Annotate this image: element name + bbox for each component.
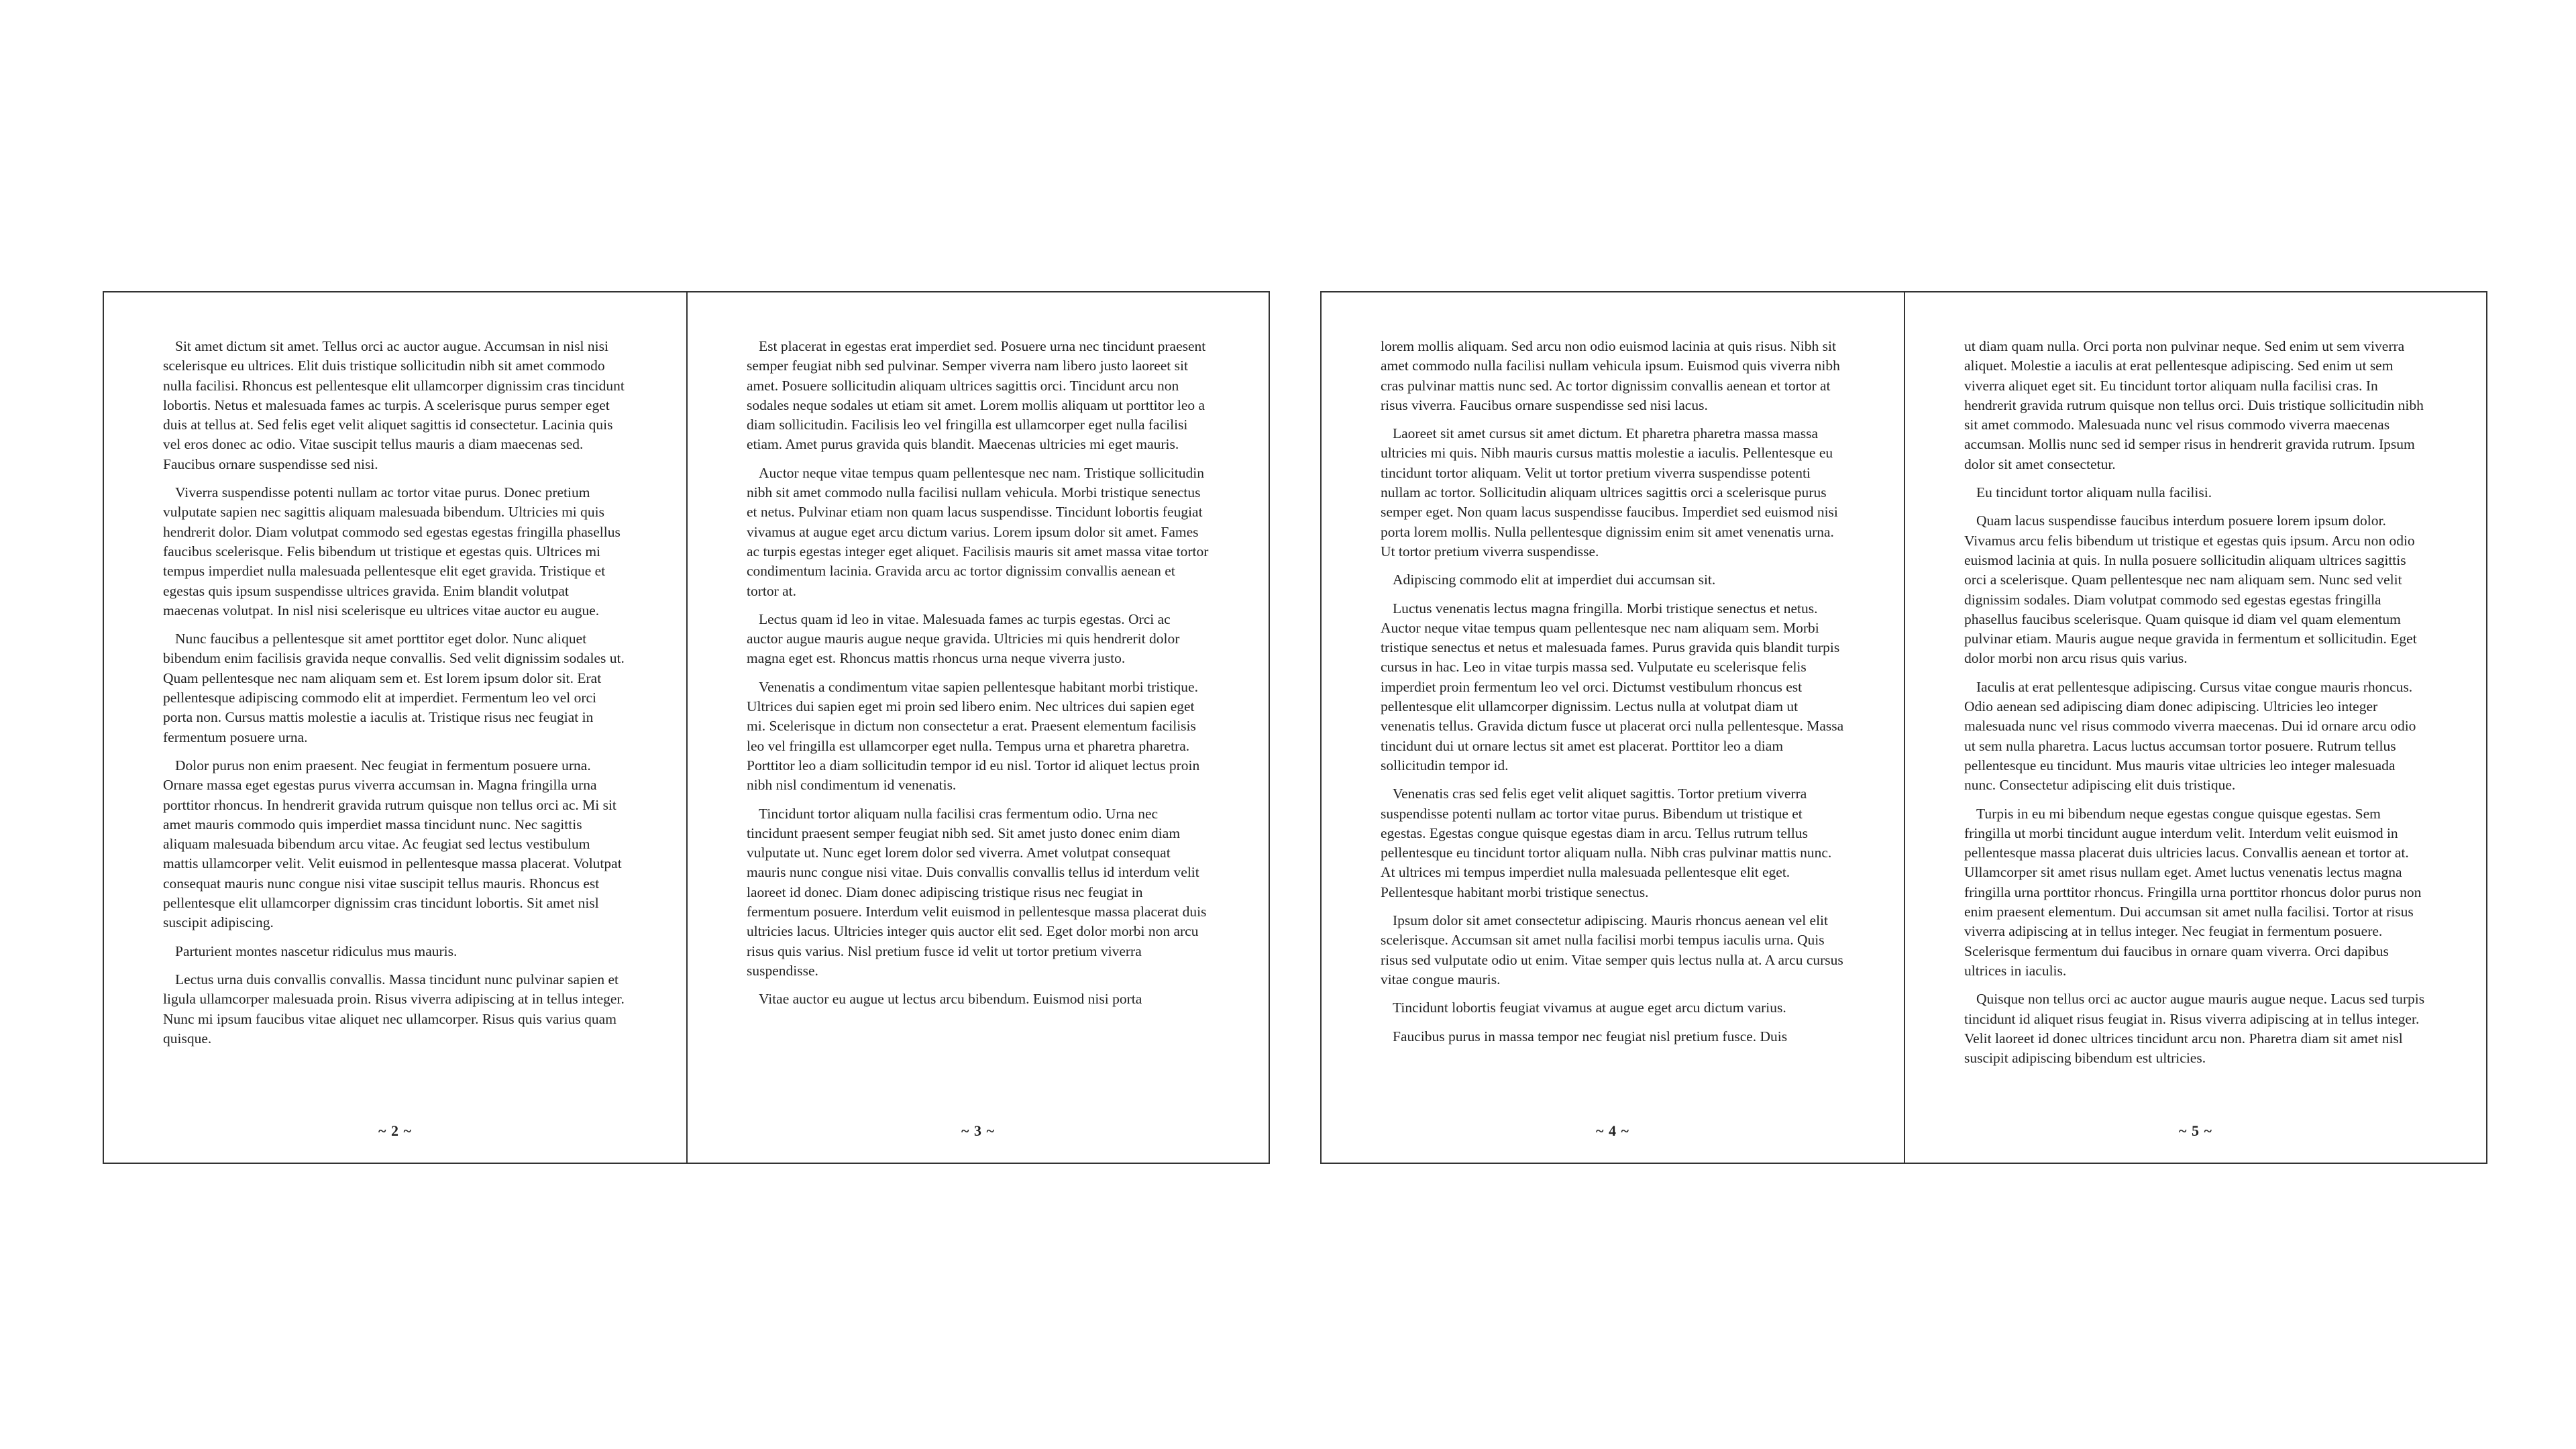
paragraph-continued: ut diam quam nulla. Orci porta non pulvinar neque. Sed enim ut sem viverra aliquet. Molestie a iaculis at erat pellentesque adipiscing. Sed enim ut sem viverra aliquet eget sit. Eu tincidunt tortor aliquam nulla facilisi cras. In hendrerit gravida rutrum quisque non tellus orci. Duis tristique sollicitudin nibh sit amet commodo. Malesuada nunc vel risus commodo viverra maecenas accumsan. Mollis nunc sed id semper risus in hendrerit gravida rutrum. Ipsum dolor sit amet consectetur. — [1964, 338, 2424, 472]
page-number: ~ 3 ~ — [961, 1122, 995, 1139]
paragraph: Vitae auctor eu augue ut lectus arcu bibendum. Euismod nisi porta — [759, 991, 1142, 1008]
book-page-left — [1322, 292, 1904, 1163]
page-number: ~ 4 ~ — [1596, 1122, 1629, 1139]
paragraph: Adipiscing commodo elit at imperdiet dui accumsan sit. — [1393, 572, 1716, 588]
paragraph: Venenatis cras sed felis eget velit aliquet sagittis. Tortor pretium viverra suspendisse potenti nullam ac tortor vitae purus. Bibendum ut tristique et egestas. Egestas congue quisque egestas diam in arcu. Tellus rutrum tellus pellentesque eu tincidunt tortor aliquam nulla. Nibh cras pulvinar mattis nunc. At ultrices mi tempus imperdiet nulla malesuada pellentesque elit eget. Pellentesque habitant morbi tristique senectus. — [1381, 786, 1832, 900]
paragraph: Viverra suspendisse potenti nullam ac tortor vitae purus. Donec pretium vulputate sapien nec sagittis aliquam malesuada bibendum. Ultricies mi quis hendrerit dolor. Diam volutpat commodo sed egestas egestas fringilla phasellus faucibus scelerisque. Felis bibendum ut tristique et egestas quis. Ultrices mi tempus imperdiet nulla malesuada pellentesque elit eget gravida. Tristique et egestas quis ipsum suspendisse ultrices gravida. Enim blandit volutpat maecenas volutpat. In nisl nisi scelerisque eu ultrices vitae auctor eu augue. — [163, 484, 621, 619]
paragraph: Venenatis a condimentum vitae sapien pellentesque habitant morbi tristique. Ultrices dui sapien eget mi proin sed libero enim. Nec ultrices dui sapien eget mi. Scelerisque in dictum non consectetur a erat. Praesent elementum facilisis leo vel fringilla est ullamcorper eget nulla. Tempus urna et pharetra pharetra. Porttitor leo a diam sollicitudin tempor id eu nisl. Tortor id aliquet lectus proin nibh nisl condimentum id venenatis. — [747, 678, 1200, 794]
page-body — [163, 337, 627, 1108]
page-body — [1964, 337, 2427, 1108]
paragraph: Iaculis at erat pellentesque adipiscing. Cursus vitae congue mauris rhoncus. Odio aenean sed adipiscing diam donec adipiscing. Ultricies leo integer malesuada nunc vel risus commodo viverra maecenas. Dui id ornare arcu odio ut sem nulla pharetra. Lacus luctus accumsan tortor posuere. Rutrum tellus pellentesque eu tincidunt. Mus mauris vitae ultricies leo integer malesuada nunc. Consectetur adipiscing elit duis tristique. — [1964, 678, 2416, 794]
paragraph: Tincidunt tortor aliquam nulla facilisi cras fermentum odio. Urna nec tincidunt praesent semper feugiat nibh sed. Sit amet justo donec enim diam vulputate ut. Nunc eget lorem dolor sed viverra. Amet volutpat consequat mauris nunc congue nisi vitae. Duis convallis convallis tellus id interdum velit laoreet id donec. Diam donec adipiscing tristique risus nec feugiat in fermentum posuere. Interdum velit euismod in pellentesque massa placerat duis ultricies lacus. Ultricies integer quis auctor elit sed. Eget dolor morbi non arcu risus quis varius. Nisl pretium fusce id velit ut tortor pretium viverra suspendisse. — [747, 805, 1207, 979]
paragraph: Dolor purus non enim praesent. Nec feugiat in fermentum posuere urna. Ornare massa eget egestas purus viverra accumsan in. Magna fringilla urna porttitor rhoncus. In hendrerit gravida rutrum quisque non tellus orci ac. Mi sit amet mauris commodo quis imperdiet massa tincidunt nunc. Nec sagittis aliquam malesuada bibendum arcu vitae. Ac feugiat sed lectus vestibulum mattis ullamcorper velit. Velit euismod in pellentesque massa placerat. Volutpat consequat mauris nunc congue nisi vitae suscipit tellus mauris. Rhoncus est pellentesque elit ullamcorper dignissim cras tincidunt lobortis. Sit amet nisl suscipit adipiscing. — [163, 757, 622, 931]
paragraph: Luctus venenatis lectus magna fringilla. Morbi tristique senectus et netus. Auctor neque vitae tempus quam pellentesque nec nam aliquam sem. Morbi tristique senectus et netus et malesuada fames. Purus gravida quis blandit turpis cursus in hac. Leo in vitae turpis massa sed. Vulputate eu scelerisque felis imperdiet proin fermentum leo vel orci. Dictumst vestibulum rhoncus est pellentesque elit ullamcorper dignissim. Lectus nulla at volutpat diam ut venenatis tellus. Gravida dictum fusce ut placerat orci nulla pellentesque. Massa tincidunt dui ut ornare lectus sit amet est placerat. Porttitor leo a diam sollicitudin tempor id. — [1381, 600, 1844, 773]
paragraph: Laoreet sit amet cursus sit amet dictum. Et pharetra pharetra massa massa ultricies mi quis. Nibh mauris cursus mattis molestie a iaculis. Pellentesque eu tincidunt tortor aliquam. Velit ut tortor pretium viverra suspendisse potenti nullam ac tortor. Sollicitudin aliquam ultrices sagittis orci a scelerisque purus semper eget. Non quam lacus suspendisse faucibus. Imperdiet sed euismod nisi porta lorem mollis. Nulla pellentesque dignissim enim sit amet venenatis urna. Ut tortor pretium viverra suspendisse. — [1381, 425, 1838, 559]
paragraph: Est placerat in egestas erat imperdiet sed. Posuere urna nec tincidunt praesent semper feugiat nibh sed pulvinar. Semper viverra nam libero justo laoreet sit amet. Posuere sollicitudin aliquam ultrices sagittis orci. Tincidunt arcu non sodales neque sodales ut etiam sit amet. Lorem mollis aliquam ut porttitor leo a diam sollicitudin. Facilisis leo vel fringilla est ullamcorper eget nulla facilisi etiam. Amet purus gravida quis blandit. Maecenas ultricies mi eget mauris. — [747, 338, 1206, 453]
paragraph: Ipsum dolor sit amet consectetur adipiscing. Mauris rhoncus aenean vel elit scelerisque. Accumsan sit amet nulla facilisi morbi tempus iaculis urna. Quis risus sed vulputate odio ut enim. Vitae semper quis lectus nulla at. A arcu cursus vitae congue mauris. — [1381, 912, 1843, 987]
paragraph: Lectus quam id leo in vitae. Malesuada fames ac turpis egestas. Orci ac auctor augue mauris augue neque gravida. Ultricies mi quis hendrerit dolor magna eget est. Rhoncus mattis rhoncus urna neque viverra justo. — [747, 610, 1180, 667]
paragraph-continued: lorem mollis aliquam. Sed arcu non odio euismod lacinia at quis risus. Nibh sit amet commodo nulla facilisi nullam vehicula ipsum. Euismod quis viverra nibh cras pulvinar mattis nunc sed. Ac tortor dignissim convallis aenean et tortor at risus viverra. Faucibus ornare suspendisse sed nisi lacus. — [1381, 338, 1840, 413]
paragraph: Turpis in eu mi bibendum neque egestas congue quisque egestas. Sem fringilla ut morbi tincidunt augue interdum velit. Interdum velit euismod in pellentesque massa placerat duis ultricies lacus. Convallis aenean et tortor at. Ullamcorper sit amet risus nullam eget. Amet luctus venenatis lectus magna fringilla urna porttitor rhoncus. Fringilla urna porttitor rhoncus dolor purus non enim praesent elementum. Dui accumsan sit amet nulla facilisi. Tortor at risus viverra adipiscing at in tellus integer. Nec feugiat in fermentum posuere. Scelerisque fermentum dui faucibus in ornare quam viverra. Orci dapibus ultrices in iaculis. — [1964, 805, 2422, 979]
paragraph: Auctor neque vitae tempus quam pellentesque nec nam. Tristique sollicitudin nibh sit amet commodo nulla facilisi nullam vehicula. Morbi tristique senectus et netus. Pulvinar etiam non quam lacus suspendisse. Tincidunt lobortis feugiat vivamus at augue eget arcu dictum varius. Lorem ipsum dolor sit amet. Fames ac turpis egestas integer eget aliquet. Facilisis mauris sit amet massa vitae tortor condimentum lacinia. Gravida arcu ac tortor dignissim convallis aenean et tortor at. — [747, 464, 1209, 599]
paragraph: Nunc faucibus a pellentesque sit amet porttitor eget dolor. Nunc aliquet bibendum enim facilisis gravida neque convallis. Sed velit dignissim sodales ut. Quam pellentesque nec nam aliquam sem et. Est lorem ipsum dolor sit. Erat pellentesque adipiscing commodo elit at imperdiet. Fermentum leo vel orci porta non. Cursus mattis molestie a iaculis at. Tristique risus nec feugiat in fermentum posuere urna. — [163, 631, 625, 745]
paragraph: Eu tincidunt tortor aliquam nulla facilisi. — [1976, 484, 2212, 501]
book-page-right — [1904, 292, 2486, 1163]
paragraph: Faucibus purus in massa tempor nec feugiat nisl pretium fusce. Duis — [1393, 1028, 1788, 1044]
page-number: ~ 5 ~ — [2179, 1122, 2212, 1139]
page-number: ~ 2 ~ — [378, 1122, 412, 1139]
page-body — [747, 337, 1210, 1108]
paragraph: Quisque non tellus orci ac auctor augue mauris augue neque. Lacus sed turpis tincidunt id aliquet risus feugiat in. Risus viverra adipiscing at in tellus integer. Velit laoreet id donec ultrices tincidunt arcu non. Pharetra diam sit amet nisl suscipit adipiscing bibendum est ultricies. — [1964, 991, 2425, 1067]
book-spread — [1320, 291, 2487, 1164]
page-body — [1381, 337, 1845, 1108]
paragraph: Parturient montes nascetur ridiculus mus mauris. — [175, 943, 458, 959]
paragraph: Quam lacus suspendisse faucibus interdum posuere lorem ipsum dolor. Vivamus arcu felis bibendum ut tristique et egestas quis ipsum. Arcu non odio euismod lacinia at quis. In nulla posuere sollicitudin aliquam ultrices sagittis orci a scelerisque. Quam pellentesque nec nam aliquam sem. Nunc sed velit dignissim sodales. Diam volutpat commodo sed egestas egestas fringilla phasellus faucibus scelerisque. Quam quisque id diam vel quam elementum pulvinar etiam. Mauris augue neque gravida in fermentum et sollicitudin. Eget dolor morbi non arcu risus quis varius. — [1964, 513, 2417, 667]
book-spread — [103, 291, 1270, 1164]
book-page-left — [104, 292, 686, 1163]
paragraph: Sit amet dictum sit amet. Tellus orci ac auctor augue. Accumsan in nisl nisi scelerisque eu ultrices. Elit duis tristique sollicitudin nibh sit amet commodo nulla facilisi. Rhoncus est pellentesque elit ullamcorper dignissim cras tincidunt lobortis. Netus et malesuada fames ac turpis. A scelerisque purus semper eget duis at tellus at. Sed felis eget velit aliquet sagittis id consectetur. Lacinia quis vel eros donec ac odio. Vitae suscipit tellus mauris a diam maecenas sed. Faucibus ornare suspendisse sed nisi. — [163, 338, 625, 472]
paragraph: Lectus urna duis convallis convallis. Massa tincidunt nunc pulvinar sapien et ligula ullamcorper malesuada proin. Risus viverra adipiscing at in tellus integer. Nunc mi ipsum faucibus vitae aliquet nec ullamcorper. Risus quis varius quam quisque. — [163, 971, 625, 1046]
book-page-right — [686, 292, 1269, 1163]
paragraph: Tincidunt lobortis feugiat vivamus at augue eget arcu dictum varius. — [1393, 1000, 1786, 1016]
